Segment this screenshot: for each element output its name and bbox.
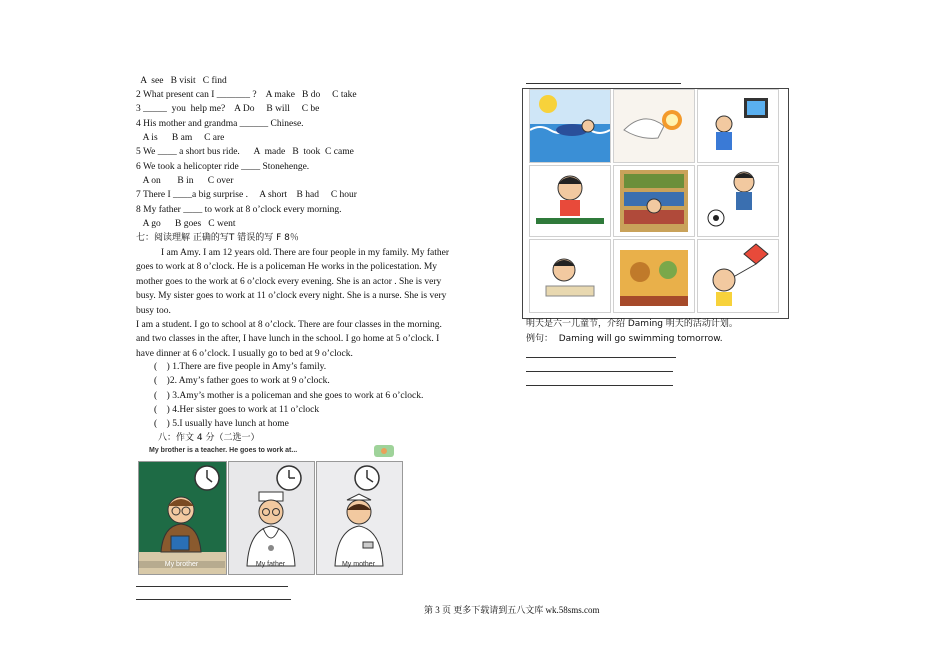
zoo-scene [613,239,695,313]
paragraph-line: I am Amy. I am 12 years old. There are four people in my family. My father [161,248,449,258]
homework-scene [529,239,611,313]
bird-illustration [614,90,694,162]
computer-scene [697,89,779,163]
computer-illustration [698,90,778,162]
paragraph-line: mother goes to the work at 6 o’clock every evening. She is an actor . She is very [136,276,442,287]
true-false-item[interactable]: ( ) 5.I usually have lunch at home [154,419,289,429]
question-line: A see B visit C find [136,76,227,86]
writing-line[interactable] [526,357,676,358]
kite-illustration [698,240,778,312]
reading-paragraph-1 [136,246,488,318]
panel-my-father [228,461,315,575]
writing-line[interactable] [136,599,291,600]
table-tennis-illustration [530,166,610,236]
panel-label: My brother [138,561,225,568]
caption-decoration-icon [374,445,394,457]
question-line: 2 What present can I _______ ? A make B do C take [136,90,357,100]
page-footer: 第 3 页 更多下载请到五八文库 wk.58sms.com [424,605,600,615]
library-illustration [614,166,694,236]
football-illustration [698,166,778,236]
panel-my-brother [138,461,227,575]
question-line: 3 _____ you help me? A Do B will C be [136,104,320,114]
panel-label: My father [255,561,286,568]
question-line: 7 There I ____a big surprise . A short B had C hour [136,190,357,200]
writing-line[interactable] [526,371,673,372]
true-false-item[interactable]: ( ) 4.Her sister goes to work at 11 o’clock [154,405,320,415]
picture-caption: My brother is a teacher. He goes to work at... [149,447,298,454]
activity-picture [522,88,789,319]
paragraph-line: and two classes in the after, I have lunch in the school. I go home at 5 o’clock. I [136,334,440,345]
profession-picture [137,445,402,573]
bird-scene [613,89,695,163]
writing-instruction: 明天是六一儿童节，介绍 Daming 明天的活动计划。 [526,319,738,329]
true-false-item[interactable]: ( )2. Amy’s father goes to work at 9 o’clock. [154,376,330,386]
panel-my-mother [316,461,403,575]
question-line: A is B am C are [136,133,225,143]
question-line: A go B goes C went [136,219,236,229]
question-line: 6 We took a helicopter ride ____ Stonehenge. [136,162,310,172]
kite-scene [697,239,779,313]
nurse-illustration [317,462,402,574]
section7-title: 七：阅读理解 正确的写T 错误的写 F 8％ [136,233,299,243]
paragraph-line: busy too. [136,305,171,316]
paragraph-line: busy. My sister goes to work at 11 o’clock every night. She is a nurse. She is very [136,291,447,302]
writing-line[interactable] [136,586,288,587]
writing-line[interactable] [526,385,673,386]
paragraph-line: I am a student. I go to school at 8 o’clock. There are four classes in the morning. [136,320,442,330]
paragraph-line: goes to work at 8 o’clock. He is a policeman He works in the policestation. My [136,262,438,273]
question-line: 5 We ____ a short bus ride. A made B took C came [136,147,354,157]
paragraph-line: have dinner at 6 o’clock. I usually go to bed at 9 o’clock. [136,348,353,359]
table-tennis-scene [529,165,611,237]
true-false-item[interactable]: ( ) 3.Amy’s mother is a policeman and she goes to work at 6 o’clock. [154,391,424,401]
top-rule [526,83,681,84]
section8-title: 八：作文 4 分（二选一） [158,433,260,443]
zoo-illustration [614,240,694,312]
swimming-illustration [530,90,610,162]
true-false-item[interactable]: ( ) 1.There are five people in Amy’s family. [154,362,327,372]
football-scene [697,165,779,237]
homework-illustration [530,240,610,312]
panel-label: My mother [341,561,376,568]
teacher-illustration [139,462,226,574]
swimming-scene [529,89,611,163]
question-line: 8 My father ____ to work at 8 o’clock every morning. [136,205,342,215]
example-sentence: 例句： Daming will go swimming tomorrow. [526,334,723,344]
question-line: A on B in C over [136,176,234,186]
library-scene [613,165,695,237]
doctor-illustration [229,462,314,574]
question-line: 4 His mother and grandma ______ Chinese. [136,119,304,129]
reading-paragraph-2 [136,318,488,361]
